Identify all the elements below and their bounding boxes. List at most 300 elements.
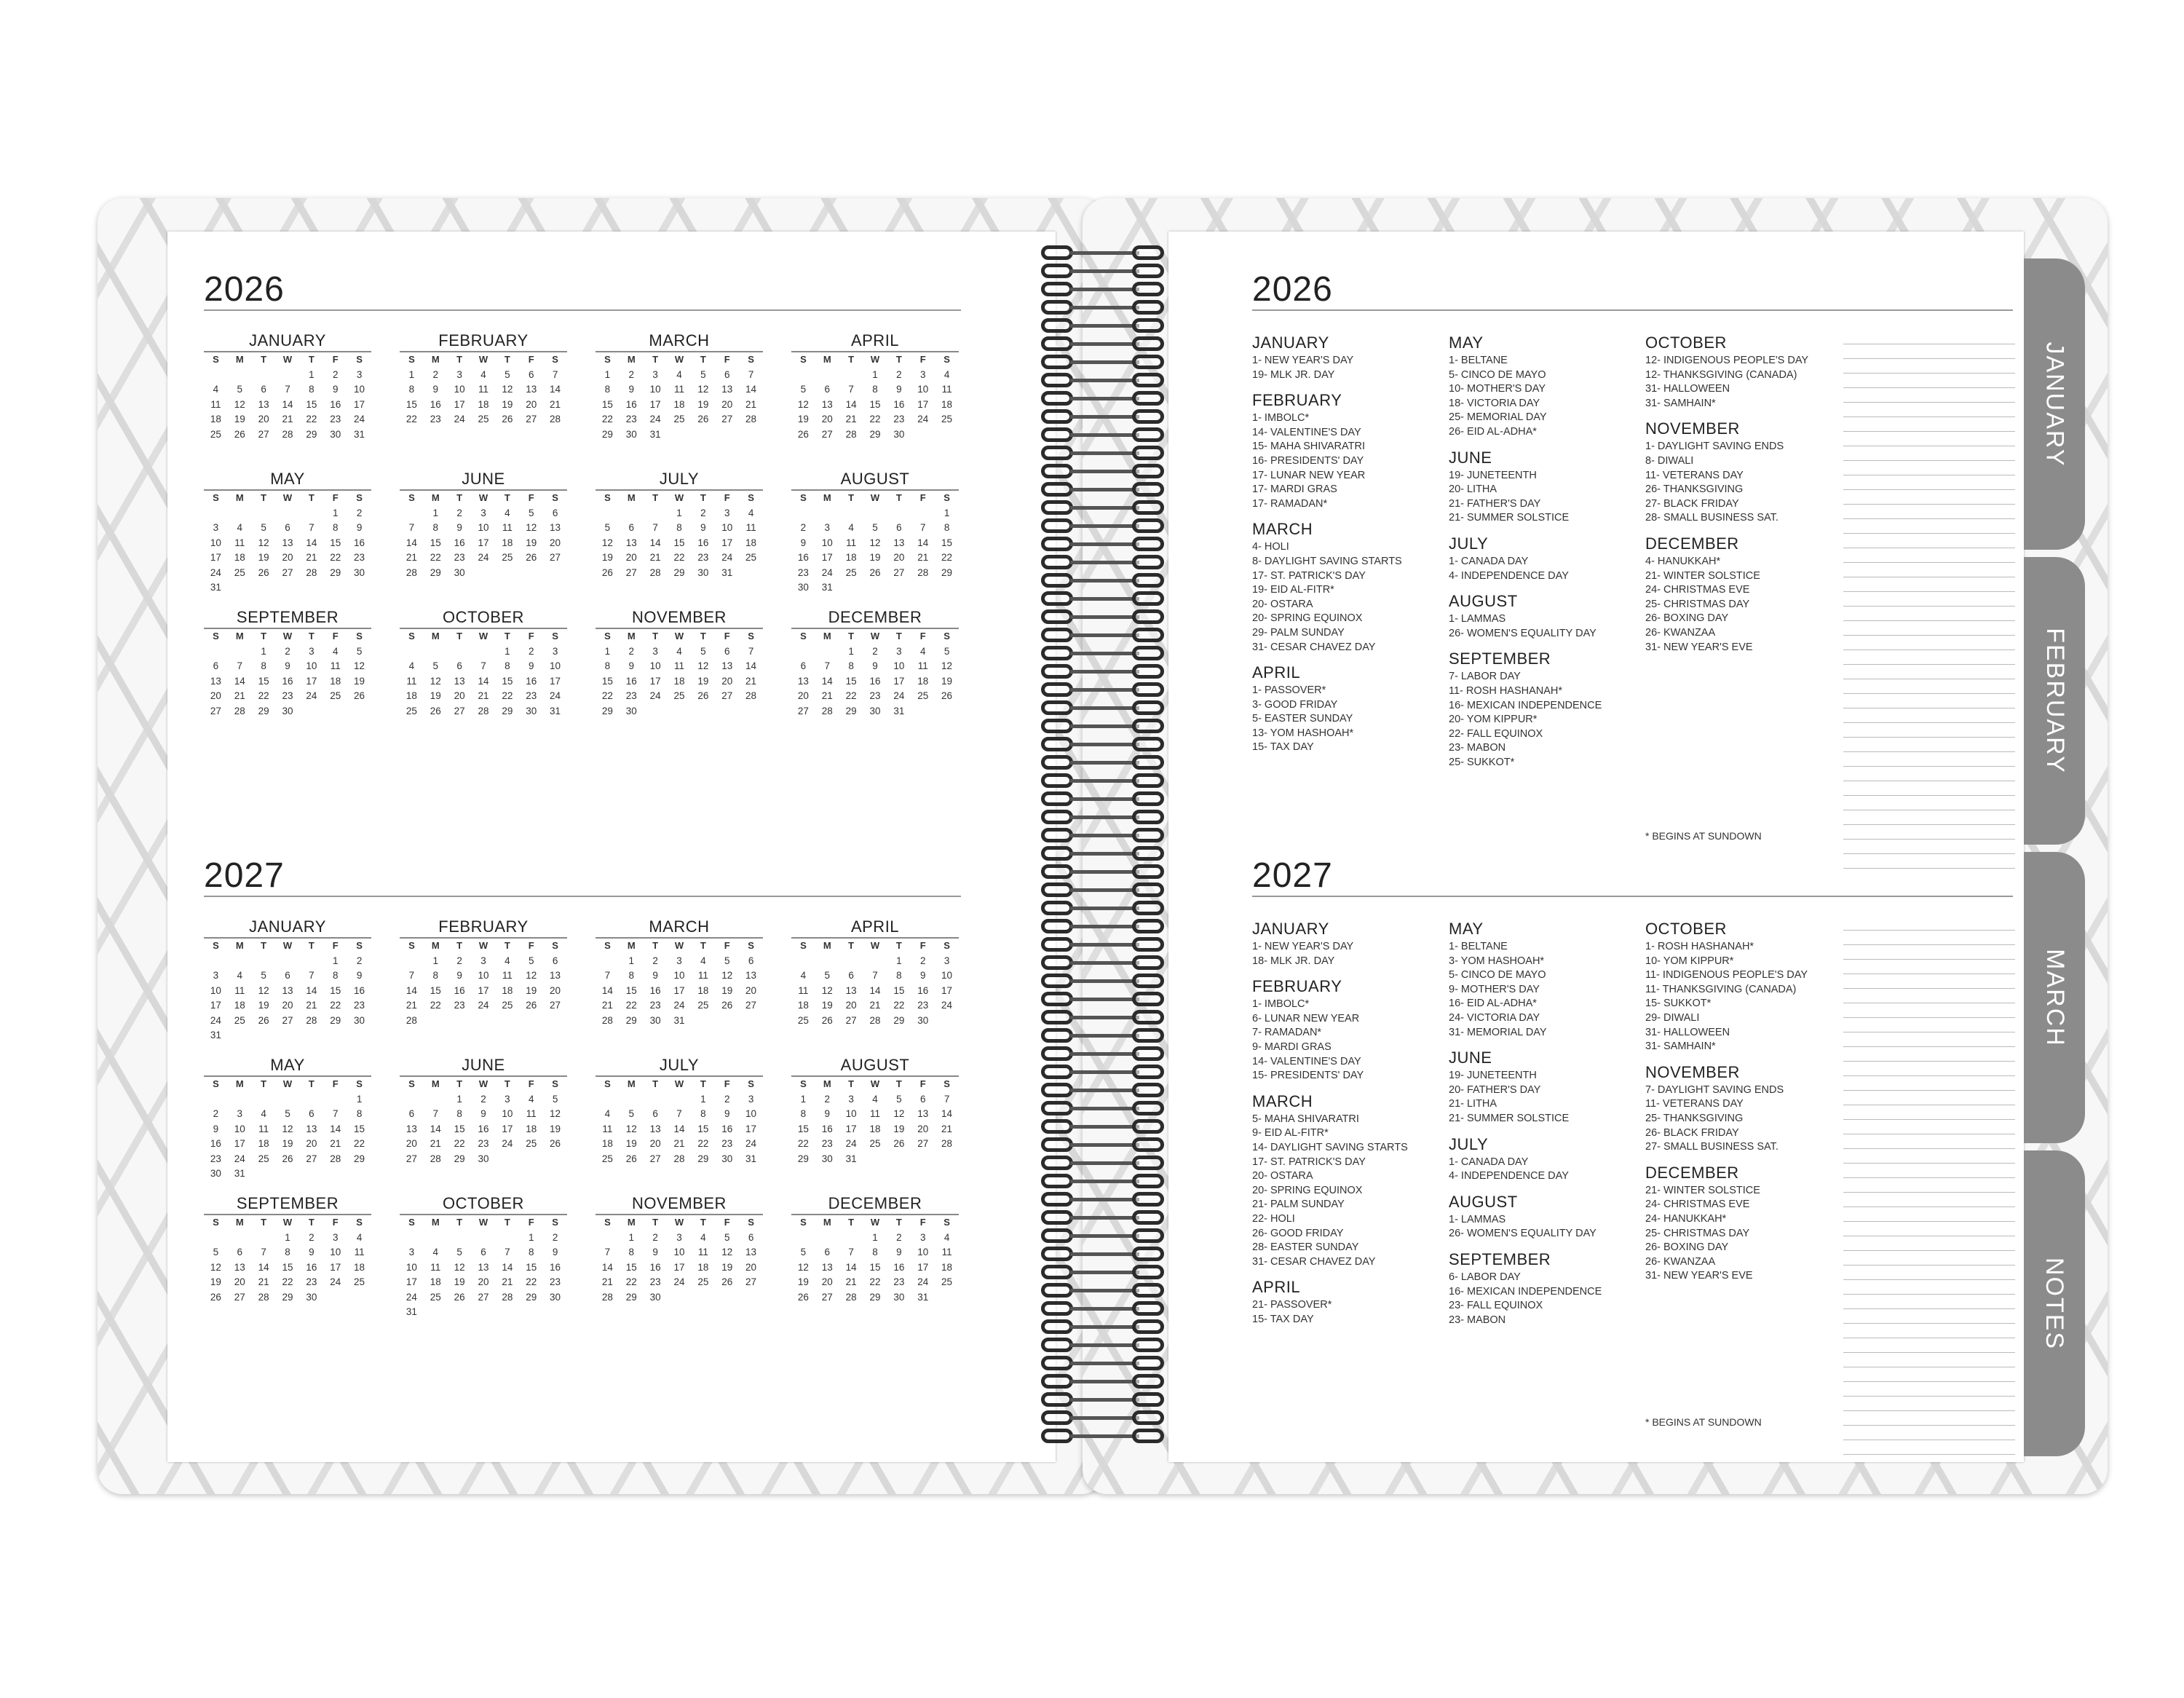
- day-cell: [299, 506, 323, 521]
- holiday-item: 19- JUNETEENTH: [1449, 469, 1537, 481]
- ring-wire: [1070, 1343, 1139, 1347]
- ring-loop: [1041, 1083, 1073, 1097]
- weekday-header: W: [478, 1217, 488, 1228]
- day-cell: 23: [454, 552, 465, 563]
- holiday-item: 22- FALL EQUINOX: [1449, 727, 1543, 740]
- ring-loop: [1132, 992, 1164, 1006]
- spiral-ring: [1041, 1172, 1168, 1190]
- day-cell: 6: [748, 955, 754, 966]
- day-cell: 27: [405, 1153, 417, 1164]
- mini-month: [400, 1056, 567, 1166]
- day-cell: 22: [893, 1000, 905, 1011]
- day-cell: 1: [332, 955, 339, 966]
- weekday-header: T: [456, 492, 463, 503]
- day-cell: 8: [456, 1108, 462, 1119]
- note-line: [1843, 723, 2015, 738]
- ring-wire: [1070, 579, 1139, 583]
- holiday-item: 19- EID AL-FITR*: [1252, 584, 1334, 596]
- day-cell: [815, 644, 839, 660]
- ring-loop: [1132, 955, 1164, 970]
- mini-month-grid: [791, 491, 959, 596]
- day-cell: 1: [432, 507, 439, 518]
- holiday-item: 28- EASTER SUNDAY: [1252, 1241, 1359, 1254]
- ring-loop: [1132, 1137, 1164, 1152]
- ring-loop: [1132, 974, 1164, 988]
- day-cell: [715, 1290, 739, 1306]
- day-cell: 19: [625, 1138, 637, 1149]
- day-cell: 16: [917, 984, 929, 996]
- mini-month-grid: [791, 352, 959, 442]
- ring-loop: [1041, 373, 1073, 387]
- day-cell: [228, 368, 252, 383]
- day-cell: 25: [234, 566, 245, 578]
- day-cell: 26: [282, 1153, 293, 1164]
- ring-loop: [1132, 901, 1164, 915]
- day-cell: 4: [943, 368, 950, 380]
- day-cell: 28: [941, 1138, 953, 1149]
- day-cell: 2: [628, 645, 635, 657]
- ring-wire: [1070, 670, 1139, 674]
- holiday-item: 29- PALM SUNDAY: [1252, 626, 1345, 639]
- day-cell: 12: [797, 398, 809, 410]
- spiral-ring: [1041, 1099, 1168, 1117]
- day-cell: 4: [676, 645, 682, 657]
- day-cell: 29: [673, 566, 685, 578]
- day-cell: 19: [526, 984, 537, 996]
- note-line: [1843, 1295, 2015, 1309]
- day-cell: 7: [505, 1247, 510, 1257]
- day-cell: 22: [306, 414, 317, 424]
- weekday-header: S: [552, 1078, 558, 1089]
- day-cell: 9: [528, 660, 534, 671]
- day-cell: 16: [454, 537, 465, 548]
- day-cell: 12: [721, 1247, 733, 1257]
- note-line: [1843, 1164, 2015, 1178]
- holiday-item: 1- LAMMAS: [1449, 613, 1506, 625]
- mini-month-grid: [596, 352, 763, 442]
- ring-wire: [1070, 1380, 1139, 1383]
- mini-month-name: JULY: [596, 1056, 763, 1077]
- weekday-header: M: [235, 1078, 244, 1089]
- note-line: [1843, 1367, 2015, 1382]
- holiday-item: 3- GOOD FRIDAY: [1252, 698, 1338, 711]
- weekday-header: T: [504, 1078, 510, 1089]
- day-cell: [863, 506, 887, 521]
- mini-month-grid: [596, 629, 763, 719]
- note-line: [1843, 974, 2015, 989]
- day-cell: 19: [697, 675, 709, 687]
- day-cell: 15: [625, 1261, 637, 1273]
- day-cell: 4: [848, 522, 854, 533]
- weekday-header: T: [700, 631, 706, 641]
- day-cell: 5: [800, 1247, 807, 1257]
- day-cell: 2: [456, 955, 462, 966]
- weekday-header: S: [213, 1217, 219, 1228]
- mini-month-grid: [596, 1215, 763, 1305]
- day-cell: 15: [526, 1261, 537, 1273]
- day-cell: 19: [258, 552, 269, 563]
- note-line: [1843, 796, 2015, 810]
- day-cell: 8: [332, 522, 339, 533]
- tab-label: MARCH: [2041, 948, 2069, 1047]
- note-line: [1843, 767, 2015, 781]
- day-cell: 25: [869, 1138, 881, 1149]
- day-cell: 19: [354, 675, 365, 687]
- day-cell: 28: [845, 428, 857, 440]
- day-cell: 20: [845, 1000, 857, 1011]
- weekday-header: T: [848, 1217, 855, 1228]
- day-cell: 1: [261, 645, 266, 657]
- day-cell: 5: [552, 1093, 558, 1105]
- day-cell: 8: [848, 660, 854, 671]
- holiday-item: 25- MEMORIAL DAY: [1449, 411, 1547, 424]
- day-cell: 11: [869, 1108, 880, 1119]
- holiday-item: 26- KWANZAA: [1645, 1255, 1716, 1268]
- day-cell: 9: [213, 1123, 219, 1134]
- day-cell: 3: [676, 1231, 682, 1243]
- day-cell: 23: [697, 552, 709, 563]
- day-cell: [935, 1290, 959, 1306]
- day-cell: [252, 1028, 276, 1043]
- day-cell: 21: [845, 1276, 857, 1287]
- weekday-header: W: [870, 1078, 880, 1089]
- day-cell: 30: [893, 428, 905, 440]
- day-cell: [543, 1305, 567, 1320]
- day-cell: [252, 1231, 276, 1246]
- tab-january[interactable]: [2024, 258, 2085, 550]
- holiday-item: 1- CANADA DAY: [1449, 1156, 1529, 1168]
- day-cell: [668, 427, 692, 443]
- day-cell: 13: [405, 1123, 417, 1134]
- weekday-header: F: [724, 631, 730, 641]
- ring-loop: [1132, 737, 1164, 751]
- day-cell: 18: [917, 675, 929, 687]
- day-cell: 5: [700, 368, 706, 380]
- day-cell: 26: [601, 566, 613, 578]
- holiday-item: 26- BOXING DAY: [1645, 1241, 1729, 1254]
- day-cell: 15: [282, 1261, 293, 1273]
- weekday-header: S: [748, 492, 754, 503]
- day-cell: 29: [941, 566, 953, 578]
- day-cell: 14: [550, 384, 561, 395]
- tab-february[interactable]: [2024, 557, 2085, 845]
- day-cell: 24: [354, 414, 365, 424]
- holiday-item: 21- PALM SUNDAY: [1252, 1199, 1345, 1211]
- day-cell: 12: [821, 984, 833, 996]
- spiral-ring: [1041, 1209, 1168, 1226]
- day-cell: [323, 1028, 347, 1043]
- day-cell: 24: [478, 552, 489, 563]
- day-cell: 11: [258, 1123, 269, 1134]
- day-cell: 6: [919, 1093, 926, 1105]
- ring-wire: [1070, 688, 1139, 692]
- ring-loop: [1041, 264, 1073, 278]
- day-cell: 22: [354, 1138, 365, 1149]
- note-line: [1843, 1397, 2015, 1411]
- day-cell: [815, 368, 839, 383]
- weekday-header: W: [478, 492, 488, 503]
- day-cell: 27: [550, 1000, 561, 1011]
- tab-label: FEBRUARY: [2041, 628, 2069, 774]
- day-cell: 2: [896, 1231, 902, 1243]
- holiday-column: [1252, 920, 1441, 1327]
- day-cell: 6: [552, 507, 558, 518]
- day-cell: 25: [405, 705, 417, 716]
- day-cell: 26: [697, 690, 709, 701]
- day-cell: 22: [405, 414, 417, 424]
- ring-wire: [1070, 870, 1139, 874]
- day-cell: 28: [745, 690, 757, 701]
- ring-loop: [1041, 992, 1073, 1006]
- day-cell: [204, 368, 228, 383]
- weekday-header: W: [478, 354, 488, 365]
- day-cell: 13: [893, 537, 905, 548]
- day-cell: [596, 506, 620, 521]
- day-cell: 8: [604, 384, 611, 395]
- note-line: [1843, 1265, 2015, 1280]
- day-cell: 11: [917, 660, 928, 671]
- day-cell: 6: [213, 660, 219, 671]
- weekday-header: T: [652, 492, 659, 503]
- holiday-item: 26- BOXING DAY: [1645, 612, 1729, 625]
- day-cell: 27: [745, 1276, 757, 1287]
- spiral-ring: [1041, 1190, 1168, 1208]
- day-cell: 21: [941, 1123, 953, 1134]
- weekday-header: T: [848, 1078, 855, 1089]
- spiral-ring: [1041, 808, 1168, 826]
- weekday-header: F: [724, 940, 730, 951]
- spiral-ring: [1041, 317, 1168, 334]
- day-cell: 14: [649, 537, 661, 548]
- day-cell: 26: [797, 1291, 809, 1303]
- day-cell: 16: [478, 1123, 489, 1134]
- day-cell: 23: [354, 552, 365, 563]
- holiday-item: 26- WOMEN'S EQUALITY DAY: [1449, 627, 1597, 639]
- day-cell: 26: [258, 1014, 269, 1026]
- day-cell: 2: [332, 368, 339, 380]
- day-cell: 15: [330, 537, 341, 548]
- holiday-item: 26- WOMEN'S EQUALITY DAY: [1449, 1228, 1597, 1240]
- mini-month-grid: [791, 1215, 959, 1305]
- tab-notes[interactable]: [2024, 1150, 2085, 1456]
- mini-month: [596, 470, 763, 580]
- ring-wire: [1070, 888, 1139, 892]
- holiday-item: 23- FALL EQUINOX: [1449, 1300, 1543, 1312]
- mini-month: [596, 917, 763, 1028]
- note-line: [1843, 1309, 2015, 1324]
- mini-month-name: JULY: [596, 470, 763, 491]
- day-cell: 17: [673, 984, 685, 996]
- notes-lines: [1843, 330, 2015, 869]
- weekday-header: F: [528, 940, 534, 951]
- day-cell: [299, 1166, 323, 1182]
- day-cell: 22: [282, 1276, 293, 1287]
- ring-wire: [1070, 779, 1139, 783]
- ring-loop: [1132, 1283, 1164, 1298]
- ring-loop: [1132, 1156, 1164, 1170]
- day-cell: [620, 1092, 644, 1107]
- weekday-header: S: [213, 1078, 219, 1089]
- holiday-month-name: NOVEMBER: [1645, 1062, 1740, 1081]
- note-line: [1843, 752, 2015, 767]
- weekday-header: S: [800, 354, 807, 365]
- spiral-ring: [1041, 917, 1168, 935]
- day-cell: 21: [649, 552, 661, 563]
- weekday-header: T: [308, 492, 314, 503]
- day-cell: [839, 506, 863, 521]
- holiday-item: 8- DIWALI: [1645, 454, 1694, 467]
- day-cell: 14: [258, 1261, 269, 1273]
- day-cell: 21: [601, 1276, 613, 1287]
- day-cell: 7: [919, 522, 926, 533]
- day-cell: 12: [625, 1123, 637, 1134]
- weekday-header: F: [528, 492, 534, 503]
- day-cell: 7: [432, 1108, 439, 1119]
- day-cell: 29: [697, 1153, 709, 1164]
- day-cell: [400, 644, 424, 660]
- holiday-item: 27- SMALL BUSINESS SAT.: [1645, 1141, 1779, 1153]
- ring-loop: [1041, 882, 1073, 897]
- ring-wire: [1070, 724, 1139, 728]
- day-cell: 18: [845, 552, 857, 563]
- day-cell: 11: [430, 1261, 441, 1273]
- tab-march[interactable]: [2024, 852, 2085, 1143]
- day-cell: 23: [550, 1276, 561, 1287]
- mini-month: [204, 917, 371, 1043]
- day-cell: 1: [285, 1231, 290, 1243]
- calendar-year-heading: 2027: [204, 856, 961, 897]
- weekday-header: T: [261, 354, 267, 365]
- day-cell: 28: [745, 414, 757, 424]
- ring-wire: [1070, 1216, 1139, 1220]
- ring-loop: [1041, 427, 1073, 442]
- mini-month: [596, 1194, 763, 1305]
- spiral-ring: [1041, 1118, 1168, 1135]
- weekday-header: S: [943, 492, 950, 503]
- day-cell: 25: [941, 1276, 953, 1287]
- day-cell: 16: [821, 1123, 833, 1134]
- day-cell: 14: [941, 1108, 953, 1119]
- weekday-header: M: [235, 631, 244, 641]
- day-cell: 3: [408, 1247, 415, 1257]
- day-cell: 24: [673, 1276, 685, 1287]
- holiday-item: 24- CHRISTMAS EVE: [1645, 584, 1750, 596]
- holiday-column: [1645, 333, 1835, 655]
- mini-month: [204, 1194, 371, 1305]
- day-cell: [495, 1014, 519, 1029]
- mini-month-name: AUGUST: [791, 1056, 959, 1077]
- day-cell: 14: [234, 675, 245, 687]
- day-cell: 2: [285, 645, 290, 657]
- holiday-item: 31- CESAR CHAVEZ DAY: [1252, 1255, 1376, 1268]
- day-cell: 18: [941, 1261, 953, 1273]
- day-cell: [935, 1014, 959, 1029]
- day-cell: 28: [330, 1153, 341, 1164]
- spiral-ring: [1041, 1045, 1168, 1062]
- day-cell: [228, 954, 252, 969]
- day-cell: 17: [234, 1138, 245, 1149]
- mini-month-name: APRIL: [791, 917, 959, 939]
- ring-loop: [1041, 1046, 1073, 1061]
- day-cell: 6: [724, 645, 730, 657]
- spiral-ring: [1041, 572, 1168, 589]
- ring-loop: [1041, 464, 1073, 478]
- day-cell: 24: [673, 1000, 685, 1011]
- weekday-header: T: [895, 354, 902, 365]
- day-cell: 29: [306, 428, 317, 440]
- mini-month: [596, 608, 763, 719]
- day-cell: [472, 1231, 496, 1246]
- day-cell: 1: [505, 645, 510, 657]
- day-cell: 13: [282, 537, 293, 548]
- day-cell: 23: [454, 1000, 465, 1011]
- day-cell: 22: [601, 690, 613, 701]
- holiday-item: 11- VETERANS DAY: [1645, 469, 1744, 481]
- holiday-item: 17- MARDI GRAS: [1252, 483, 1337, 496]
- spiral-ring: [1041, 553, 1168, 571]
- note-line: [1843, 461, 2015, 475]
- day-cell: 7: [748, 645, 754, 657]
- day-cell: 14: [478, 675, 489, 687]
- spiral-ring: [1041, 1282, 1168, 1299]
- day-cell: 4: [528, 1093, 534, 1105]
- holiday-item: 24- CHRISTMAS EVE: [1645, 1199, 1750, 1211]
- weekday-header: S: [943, 1078, 950, 1089]
- ring-loop: [1041, 555, 1073, 569]
- ring-loop: [1041, 1174, 1073, 1188]
- day-cell: 22: [601, 414, 613, 424]
- ring-loop: [1132, 591, 1164, 606]
- holiday-item: 31- SAMHAIN*: [1645, 1040, 1716, 1053]
- day-cell: 12: [210, 1261, 221, 1273]
- day-cell: 11: [673, 660, 684, 671]
- day-cell: [323, 704, 347, 719]
- mini-month: [596, 1056, 763, 1166]
- day-cell: 27: [721, 690, 733, 701]
- day-cell: 24: [845, 1138, 857, 1149]
- day-cell: [715, 427, 739, 443]
- day-cell: 7: [604, 1247, 611, 1257]
- day-cell: 12: [941, 660, 953, 671]
- spiral-ring: [1041, 1063, 1168, 1081]
- spiral-ring: [1041, 1227, 1168, 1244]
- ring-loop: [1041, 810, 1073, 824]
- weekday-header: S: [356, 1078, 363, 1089]
- ring-loop: [1132, 1392, 1164, 1407]
- day-cell: 27: [306, 1153, 317, 1164]
- mini-month-name: JUNE: [400, 1056, 567, 1077]
- weekday-header: S: [408, 940, 415, 951]
- weekday-header: T: [456, 940, 463, 951]
- holiday-month-name: APRIL: [1252, 663, 1301, 682]
- weekday-header: F: [332, 940, 339, 951]
- day-cell: 22: [330, 1000, 341, 1011]
- day-cell: 20: [893, 552, 905, 563]
- day-cell: 18: [745, 537, 757, 548]
- day-cell: 19: [941, 675, 953, 687]
- day-cell: 10: [210, 537, 221, 548]
- day-cell: 21: [478, 690, 489, 701]
- notes-lines: [1843, 916, 2015, 1455]
- day-cell: 21: [430, 1138, 441, 1149]
- day-cell: 15: [454, 1123, 465, 1134]
- day-cell: 27: [821, 1291, 833, 1303]
- holiday-column: [1449, 333, 1638, 770]
- day-cell: 5: [724, 1231, 730, 1243]
- ring-loop: [1041, 1429, 1073, 1443]
- day-cell: 27: [797, 705, 809, 716]
- holiday-item: 10- YOM KIPPUR*: [1645, 955, 1734, 967]
